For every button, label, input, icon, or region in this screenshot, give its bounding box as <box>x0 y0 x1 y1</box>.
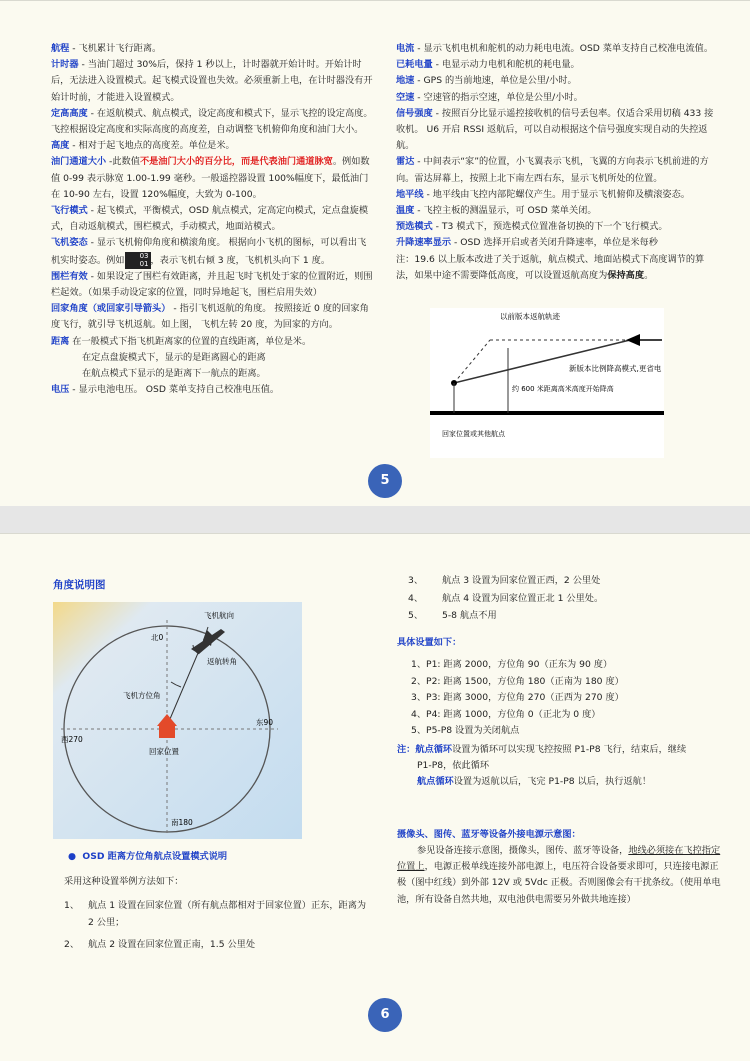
page5-right-column <box>396 41 718 284</box>
altitude-diagram-svg <box>430 308 664 458</box>
attitude-icon-top: 03 <box>139 251 149 260</box>
label-old-path: 以前版本返航轨迹 <box>500 312 560 321</box>
term-text: - 显示电池电压。 OSD 菜单支持自己校准电压值。 <box>69 384 280 396</box>
step-item <box>408 608 728 625</box>
camera-text: 参见设备连接示意图，摄像头，图传、蓝牙等设备， <box>417 845 629 856</box>
step-item <box>64 937 374 954</box>
term-label: 温度 <box>396 205 415 217</box>
method-intro: 采用这种设置举例方法如下： <box>64 876 184 887</box>
osd-mode-heading: ● OSD 距离方位角航点设置模式说明 <box>68 851 228 862</box>
term-paragraph <box>396 57 718 73</box>
step-number: 2、 <box>64 939 80 950</box>
term-label: 电压 <box>51 384 70 396</box>
term-text: - 在返航模式、航点模式，设定高度和模式下，显示飞控的设定高度。飞控根据设定高度和实际高度的高度差，自动调整飞机俯仰角度和油门大小。 <box>51 107 373 136</box>
term-paragraph <box>51 269 373 301</box>
note-prefix: 注： <box>397 744 416 755</box>
altitude-diagram <box>430 308 664 458</box>
term-text: - 中间表示“家”的位置，小飞翼表示飞机，飞翼的方向表示飞机前进的方向。雷达屏幕上，按照上北下南左西右东，显示飞机所处的位置。 <box>396 156 709 184</box>
term-text-cont: 。例如数值 0-99 表示脉宽 1.00-1.99 毫秒。一般遥控器设置 100%幅度下，最低油门在 10-90 左右，设置 120%幅度，大致为 0-100。 <box>51 156 370 200</box>
setting-item: 5、P5-P8 设置为关闭航点 <box>411 725 520 737</box>
term-label: 航程 <box>51 43 70 54</box>
angle-diagram-svg <box>53 602 302 839</box>
term-text: - 显示飞机俯仰角度和横滚角度。 根据向小飞机的图标，可以看出飞机实时姿态。例如 <box>51 237 367 266</box>
setting-item: 3、P3: 距离 3000，方位角 270（正西为 270 度） <box>411 692 624 704</box>
term-paragraph <box>396 154 718 186</box>
loop-notes <box>397 742 727 791</box>
label-north: 北0 <box>151 633 164 642</box>
term-paragraph <box>396 235 718 251</box>
note-1-key: 航点循环 <box>415 744 453 755</box>
term-paragraph <box>51 301 373 333</box>
term-text: 注：19.6 以上版本改进了关于返航，航点模式、地面站模式下高度调节的算法，如果中途不需要降低高度，可以设置返航高度为 <box>396 253 705 281</box>
term-paragraph <box>396 203 718 219</box>
term-label: 预选模式 <box>396 221 433 233</box>
note-1-cont: P1-P8，依此循环 <box>417 760 490 772</box>
term-paragraph <box>51 382 373 398</box>
term-paragraph <box>396 219 718 235</box>
term-paragraph <box>51 41 373 57</box>
term-text-cont: ，表示飞机右倾 3 度，飞机机头向下 1 度。 <box>150 254 331 266</box>
note-2-key: 航点循环 <box>417 776 454 788</box>
term-text: - 相对于起飞地点的高度差。单位是米。 <box>69 140 235 152</box>
attitude-icon <box>125 252 151 269</box>
note-2 <box>397 774 727 790</box>
term-text: - 当油门超过 30%后，保持 1 秒以上，计时器就开始计时。开始计时后，无法进入设置模式。起飞模式设置也失效。必须重新上电，在计时器没有开始计时前，才能进入设置模式。 <box>51 59 373 103</box>
term-text: - 飞控主板的测温显示，可 OSD 菜单关闭。 <box>414 205 597 217</box>
term-label: 已耗电量 <box>396 59 433 71</box>
term-label: 地速 <box>396 75 415 87</box>
term-paragraph <box>51 106 373 138</box>
term-paragraph <box>396 106 718 155</box>
step-item <box>64 898 374 931</box>
note-2-text: 设置为返航以后，飞完 P1-P8 以后，执行返航！ <box>453 776 652 788</box>
camera-heading: 摄像头、图传、蓝牙等设备外接电源示意图： <box>397 829 581 840</box>
page-number-badge: 6 <box>368 998 402 1032</box>
label-south: 南180 <box>171 818 193 827</box>
term-label: 回家角度（或回家引导箭头） <box>51 303 171 315</box>
approach-arrowhead <box>626 334 640 346</box>
label-plane-heading: 飞机航向 <box>204 611 234 620</box>
step-item <box>408 573 728 590</box>
label-return-turn: 返航转角 <box>207 657 237 666</box>
term-label: 电流 <box>396 43 415 54</box>
term-label: 围栏有效 <box>51 270 88 282</box>
term-paragraph <box>396 252 718 284</box>
step-number: 1、 <box>64 900 80 911</box>
term-label: 飞机姿态 <box>51 237 88 249</box>
page-5 <box>0 0 750 506</box>
label-plane-bearing: 飞机方位角 <box>123 691 161 700</box>
term-paragraph <box>51 350 373 366</box>
step-text: 航点 2 设置在回家位置正南，1.5 公里处 <box>88 939 256 950</box>
term-text: - 如果设定了围栏有效距离，并且起飞时飞机处于家的位置附近，则围栏起效。（如果手动设定家的位置，同时异地起飞，围栏启用失效） <box>51 270 373 299</box>
term-text-cont: 。 <box>644 269 654 281</box>
label-600m: 约 600 米距离高米高度开始降高 <box>512 385 614 393</box>
step-text: 航点 1 设置在回家位置（所有航点都相对于回家位置）正东，距离为 2 公里； <box>88 900 367 928</box>
term-text: - GPS 的当前地速，单位是公里/小时。 <box>414 75 577 87</box>
term-paragraph <box>51 203 373 235</box>
term-text: 在一般模式下指飞机距离家的位置的直线距离，单位是米。 <box>69 335 312 347</box>
term-paragraph <box>51 57 373 106</box>
term-text: 在定点盘旋模式下，显示的是距离圆心的距离 <box>82 351 266 363</box>
term-paragraph <box>396 41 718 57</box>
page-number-badge: 5 <box>368 464 402 498</box>
term-label: 高度 <box>51 140 70 152</box>
term-bold: 保持高度 <box>607 269 645 281</box>
term-text: -此数值 <box>106 156 140 168</box>
angle-diagram <box>53 602 302 839</box>
settings-heading: 具体设置如下： <box>397 637 462 648</box>
angle-diagram-title: 角度说明图 <box>53 579 106 591</box>
term-text: - 起飞模式，平衡模式，OSD 航点模式，定高定向模式，定点盘旋模式，自动返航模式，围栏模式，手动模式，地面站模式。 <box>51 205 369 233</box>
term-paragraph <box>51 334 373 350</box>
step-text: 5-8 航点不用 <box>442 610 497 621</box>
label-home: 回家位置 <box>149 747 179 756</box>
label-new-mode: 新版本比例降高模式,更省电 <box>569 364 662 373</box>
page-6 <box>0 533 750 1061</box>
term-label: 雷达 <box>396 156 415 168</box>
note-1 <box>397 742 727 758</box>
label-home: 回家位置或其他航点 <box>442 430 505 438</box>
term-label: 定高高度 <box>51 107 88 119</box>
term-text: - 显示飞机电机和舵机的动力耗电电流。OSD 菜单支持自己校准电流值。 <box>414 43 714 54</box>
term-label: 计时器 <box>51 59 79 71</box>
term-warning: 不是油门大小的百分比，而是代表油门通道脉宽 <box>139 156 333 168</box>
page5-left-column <box>51 41 373 398</box>
camera-underline: 地线必须接在飞控指定位置上 <box>397 845 721 873</box>
term-paragraph <box>396 187 718 203</box>
attitude-icon-bottom: 01 <box>139 259 149 268</box>
step-text: 航点 4 设置为回家位置正北 1 公里处。 <box>442 592 604 604</box>
label-west: 西270 <box>61 735 83 744</box>
step-number: 5、 <box>408 610 424 621</box>
term-paragraph <box>396 90 718 106</box>
step-number: 4、 <box>408 592 424 604</box>
term-text: - 指引飞机返航的角度。 按照接近 0 度的回家角度飞行，就引导飞机返航。如上图， 飞机左转 20 度，为回家的方向。 <box>51 303 369 331</box>
osd-mode-heading-text: OSD 距离方位角航点设置模式说明 <box>82 851 228 862</box>
term-paragraph <box>51 138 373 154</box>
term-label: 油门通道大小 <box>51 156 107 168</box>
camera-paragraph <box>397 843 727 908</box>
setting-item: 2、P2: 距离 1500，方位角 180（正南为 180 度） <box>411 675 624 687</box>
new-path <box>454 340 630 383</box>
term-label: 距离 <box>51 335 70 347</box>
setting-item: 1、P1: 距离 2000，方位角 90（正东为 90 度） <box>411 659 613 670</box>
term-paragraph <box>396 73 718 89</box>
term-text: - 地平线由飞控内部陀螺仪产生。用于显示飞机俯仰及横滚姿态。 <box>423 188 690 200</box>
note-1-text: 设置为循环可以实现飞控按照 P1-P8 飞行，结束后，继续 <box>452 744 687 755</box>
term-label: 信号强度 <box>396 107 433 119</box>
old-path-climb <box>454 340 490 383</box>
term-paragraph <box>51 366 373 382</box>
camera-text2: ，电源正极单线连接外部电源上，电压符合设备要求即可，只连接电源正极（图中红线）到外部 12V 或 5Vdc 正极。否则图像会有干扰条纹。（使用单电池，所有设备自然共地，双电池供电需要另外做共地连接） <box>397 861 721 905</box>
term-paragraph <box>51 154 373 203</box>
steps-left <box>64 898 374 960</box>
setting-item: 4、P4: 距离 1000，方位角 0（正北为 0 度） <box>411 708 601 720</box>
term-paragraph <box>51 235 373 268</box>
term-text: - T3 模式下，预选模式位置准备切换的下一个飞行模式。 <box>432 221 668 233</box>
term-label: 空速 <box>396 91 415 103</box>
settings-list <box>411 657 731 740</box>
term-label: 地平线 <box>396 188 424 200</box>
term-text: - OSD 选择开启或者关闭升降速率，单位是米每秒 <box>451 237 658 249</box>
step-number: 3、 <box>408 575 424 586</box>
term-text: - 电显示动力电机和舵机的耗电量。 <box>432 59 580 71</box>
steps-right <box>408 573 728 626</box>
term-label: 飞行模式 <box>51 205 88 217</box>
step-item <box>408 591 728 608</box>
step-text: 航点 3 设置为回家位置正西，2 公里处 <box>442 575 601 586</box>
term-label: 升降速率显示 <box>396 237 452 249</box>
term-text: - 飞机累计飞行距离。 <box>69 43 162 54</box>
label-east: 东90 <box>256 718 274 727</box>
term-text: - 空速管的指示空速，单位是公里/小时。 <box>414 91 583 103</box>
term-text: - 按照百分比显示遥控接收机的信号丢包率。仅适合采用切稿 433 接收机。 U6 开启 RSSI 返航后，可以自动根据这个信号强度实现自动的失控返航。 <box>396 107 714 152</box>
term-text: 在航点模式下显示的是距离下一航点的距离。 <box>82 368 266 380</box>
